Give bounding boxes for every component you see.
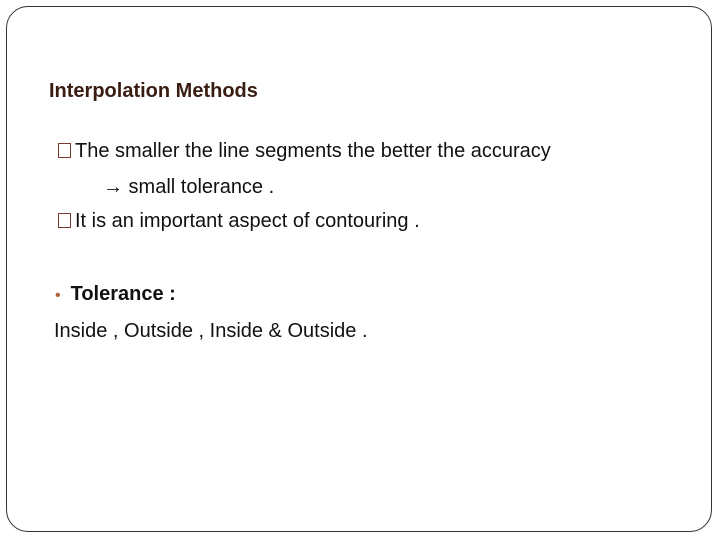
box-bullet-icon	[58, 213, 71, 228]
bullet-text: The smaller the line segments the better the accuracy	[75, 140, 551, 162]
bullet-item	[58, 209, 420, 233]
tolerance-label: Tolerance :	[70, 283, 176, 305]
tolerance-values: Inside , Outside , Inside & Outside .	[54, 320, 368, 342]
tolerance-bullet	[55, 282, 176, 308]
slide-title: Interpolation Methods	[49, 80, 258, 102]
bullet-text: It is an important aspect of contouring .	[75, 210, 420, 232]
bullet-item	[58, 139, 551, 163]
dot-bullet-icon: •	[55, 287, 61, 304]
sub-line: → small tolerance .	[103, 176, 275, 198]
box-bullet-icon	[58, 143, 71, 158]
